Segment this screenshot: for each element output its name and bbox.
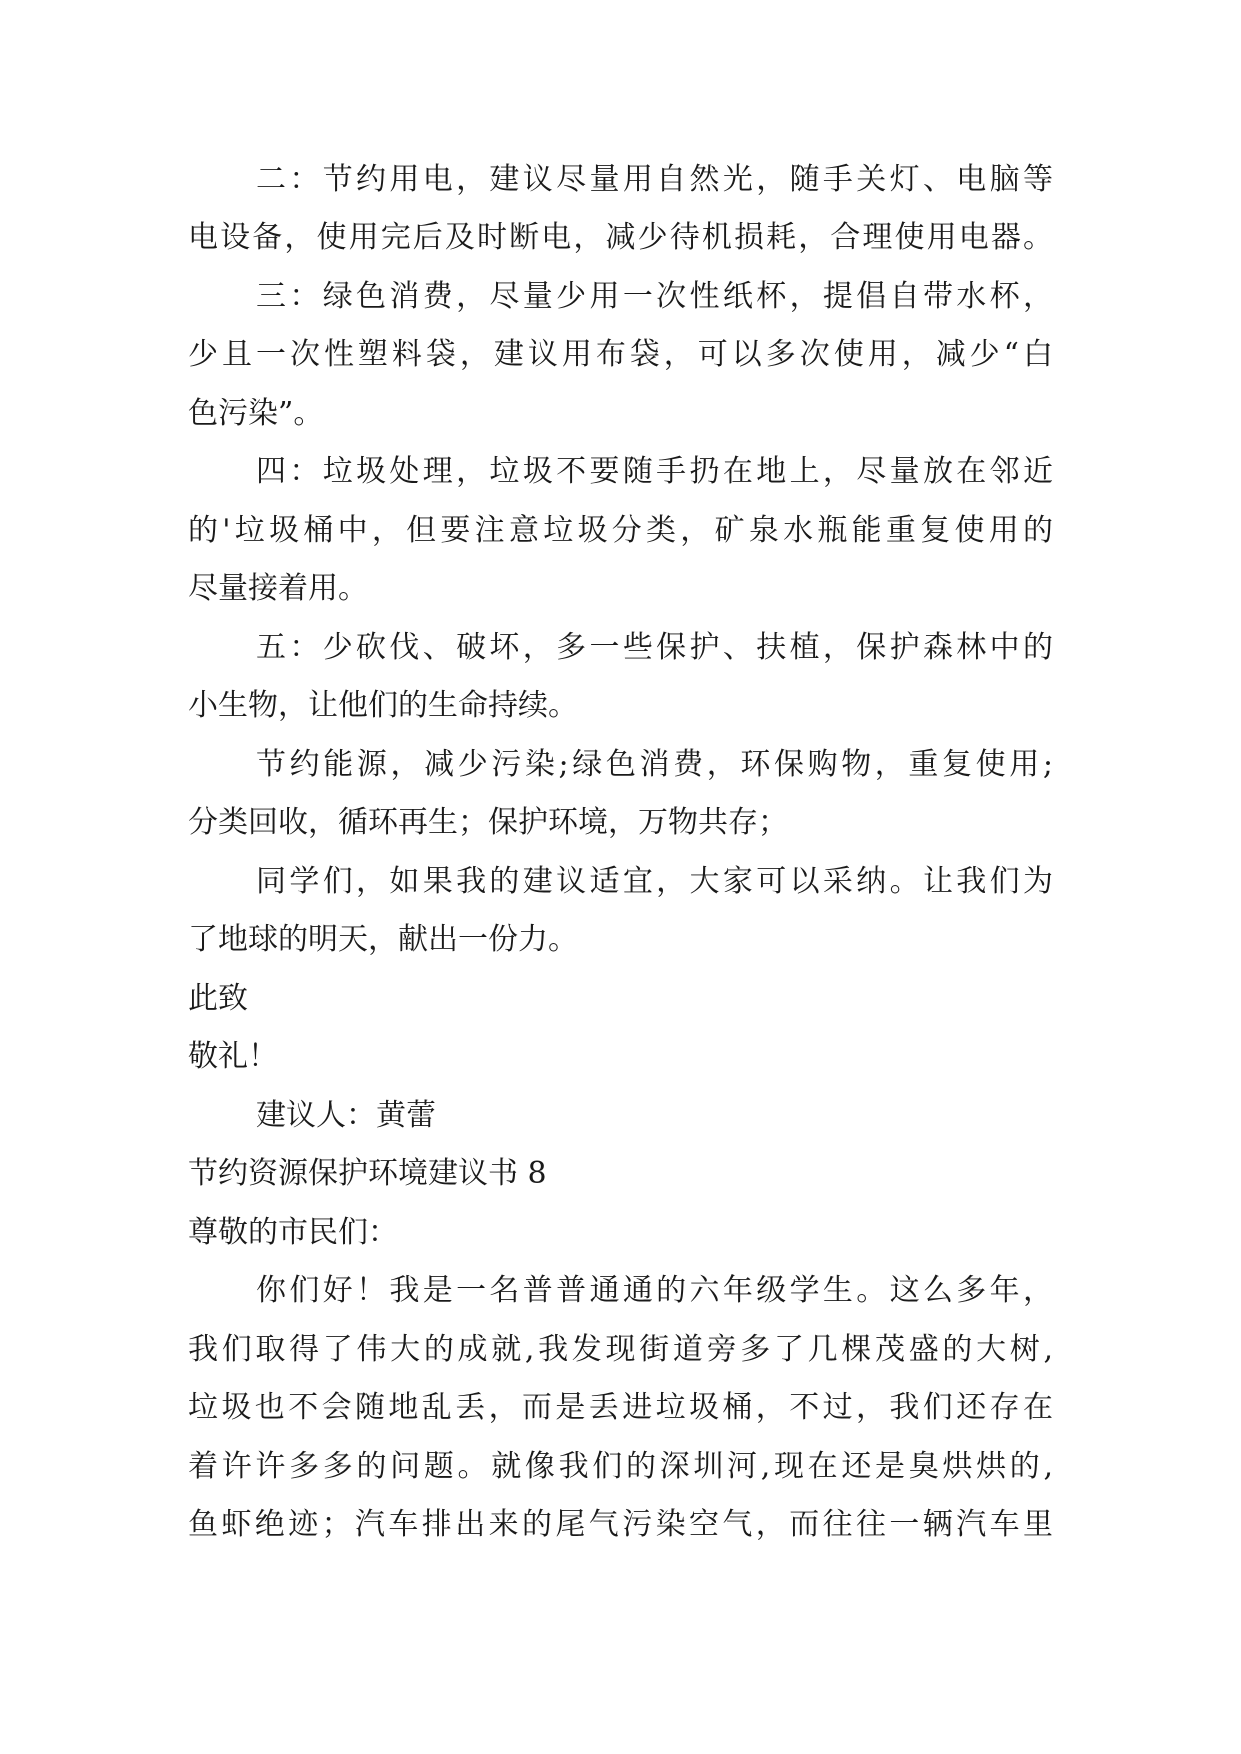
paragraph-line: 垃圾也不会随地乱丢，而是丢进垃圾桶，不过，我们还存在 — [188, 1390, 1053, 1425]
paragraph-line: 五：少砍伐、破坏，多一些保护、扶植，保护森林中的 — [256, 630, 1053, 665]
paragraph-line: 鱼虾绝迹；汽车排出来的尾气污染空气，而往往一辆汽车里 — [188, 1507, 1053, 1542]
paragraph-line: 三：绿色消费，尽量少用一次性纸杯，提倡自带水杯， — [256, 279, 1053, 314]
paragraph-line: 的'垃圾桶中，但要注意垃圾分类，矿泉水瓶能重复使用的 — [188, 513, 1053, 548]
paragraph-line: 二：节约用电，建议尽量用自然光，随手关灯、电脑等 — [256, 162, 1053, 197]
closing-salutation: 此致 — [188, 981, 248, 1016]
closing-regards: 敬礼！ — [188, 1039, 278, 1074]
paragraph-line: 电设备，使用完后及时断电，减少待机损耗，合理使用电器。 — [188, 220, 1053, 255]
paragraph-line: 着许许多多的问题。就像我们的深圳河,现在还是臭烘烘的, — [188, 1449, 1053, 1484]
paragraph-line: 了地球的明天，献出一份力。 — [188, 922, 578, 957]
paragraph-line: 少且一次性塑料袋，建议用布袋，可以多次使用，减少“白 — [188, 337, 1053, 372]
paragraph-line: 我们取得了伟大的成就,我发现街道旁多了几棵茂盛的大树, — [188, 1332, 1053, 1367]
signature-line: 建议人：黄蕾 — [256, 1098, 436, 1133]
paragraph-line: 你们好！我是一名普普通通的六年级学生。这么多年， — [256, 1273, 1053, 1308]
paragraph-line: 分类回收，循环再生；保护环境，万物共存； — [188, 805, 788, 840]
section-title: 节约资源保护环境建议书 8 — [188, 1156, 547, 1191]
paragraph-line: 同学们，如果我的建议适宜，大家可以采纳。让我们为 — [256, 864, 1053, 899]
greeting: 尊敬的市民们： — [188, 1215, 398, 1250]
paragraph-line: 节约能源，减少污染;绿色消费，环保购物，重复使用; — [256, 747, 1053, 782]
paragraph-line: 小生物，让他们的生命持续。 — [188, 688, 578, 723]
paragraph-line: 色污染”。 — [188, 396, 324, 431]
paragraph-line: 四：垃圾处理，垃圾不要随手扔在地上，尽量放在邻近 — [256, 454, 1053, 489]
paragraph-line: 尽量接着用。 — [188, 571, 368, 606]
